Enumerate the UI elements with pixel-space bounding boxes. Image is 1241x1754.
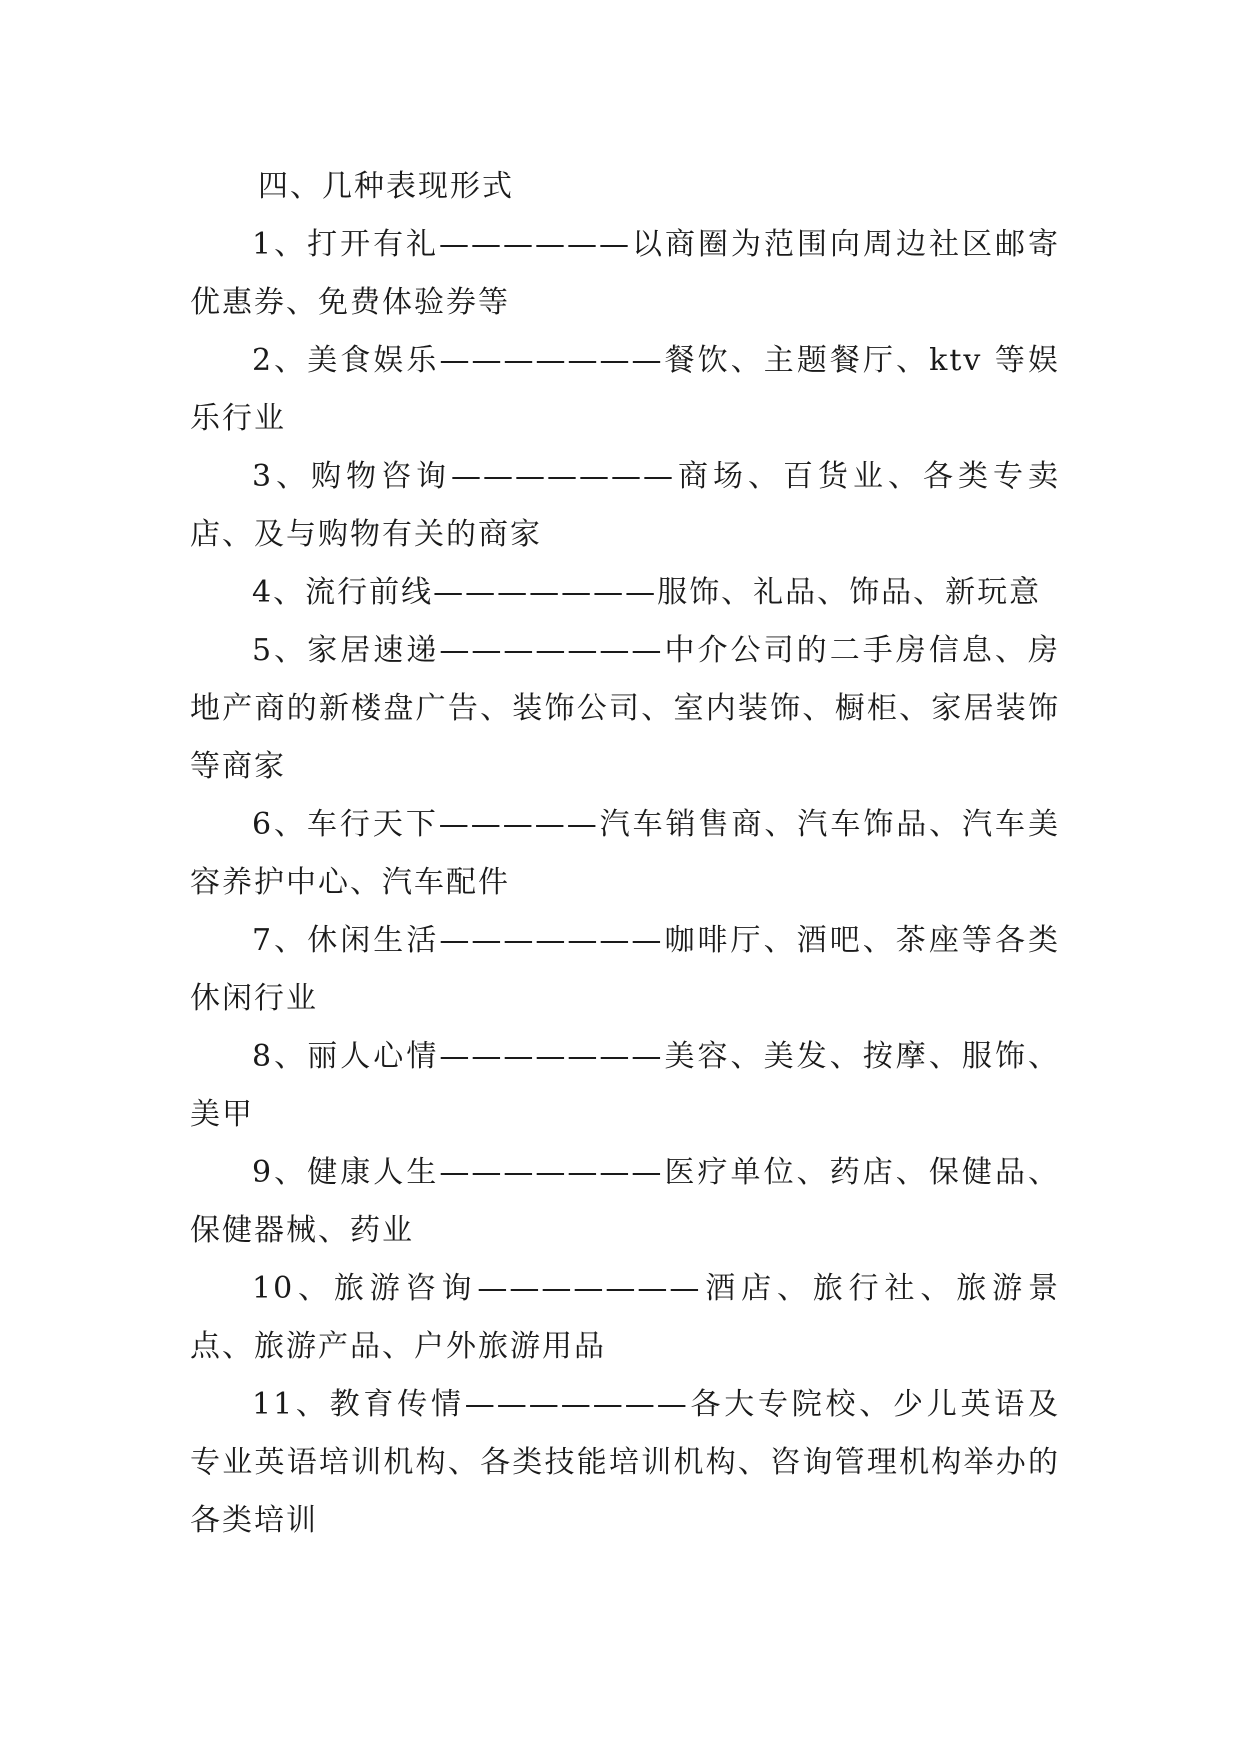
list-item-2: 2、美食娱乐———————餐饮、主题餐厅、ktv 等娱乐行业 bbox=[190, 343, 1060, 436]
list-item-7: 7、休闲生活———————咖啡厅、酒吧、茶座等各类休闲行业 bbox=[190, 923, 1060, 1016]
list-item-4: 4、流行前线———————服饰、礼品、饰品、新玩意 bbox=[252, 575, 1042, 610]
list-item-9: 9、健康人生———————医疗单位、药店、保健品、保健器械、药业 bbox=[190, 1155, 1060, 1248]
document-body bbox=[190, 158, 1060, 1550]
list-item-6: 6、车行天下—————汽车销售商、汽车饰品、汽车美容养护中心、汽车配件 bbox=[190, 807, 1060, 900]
list-item-3: 3、购物咨询———————商场、百货业、各类专卖店、及与购物有关的商家 bbox=[190, 459, 1060, 552]
list-item-5: 5、家居速递———————中介公司的二手房信息、房地产商的新楼盘广告、装饰公司、室内装饰、橱柜、家居装饰等商家 bbox=[190, 633, 1060, 784]
section-heading: 四、几种表现形式 bbox=[258, 169, 514, 204]
list-item-11: 11、教育传情———————各大专院校、少儿英语及专业英语培训机构、各类技能培训机构、咨询管理机构举办的各类培训 bbox=[190, 1387, 1060, 1538]
list-item-8: 8、丽人心情———————美容、美发、按摩、服饰、美甲 bbox=[190, 1039, 1060, 1132]
list-item-1: 1、打开有礼——————以商圈为范围向周边社区邮寄优惠券、免费体验券等 bbox=[190, 227, 1060, 320]
list-item-10: 10、旅游咨询———————酒店、旅行社、旅游景点、旅游产品、户外旅游用品 bbox=[190, 1271, 1060, 1364]
